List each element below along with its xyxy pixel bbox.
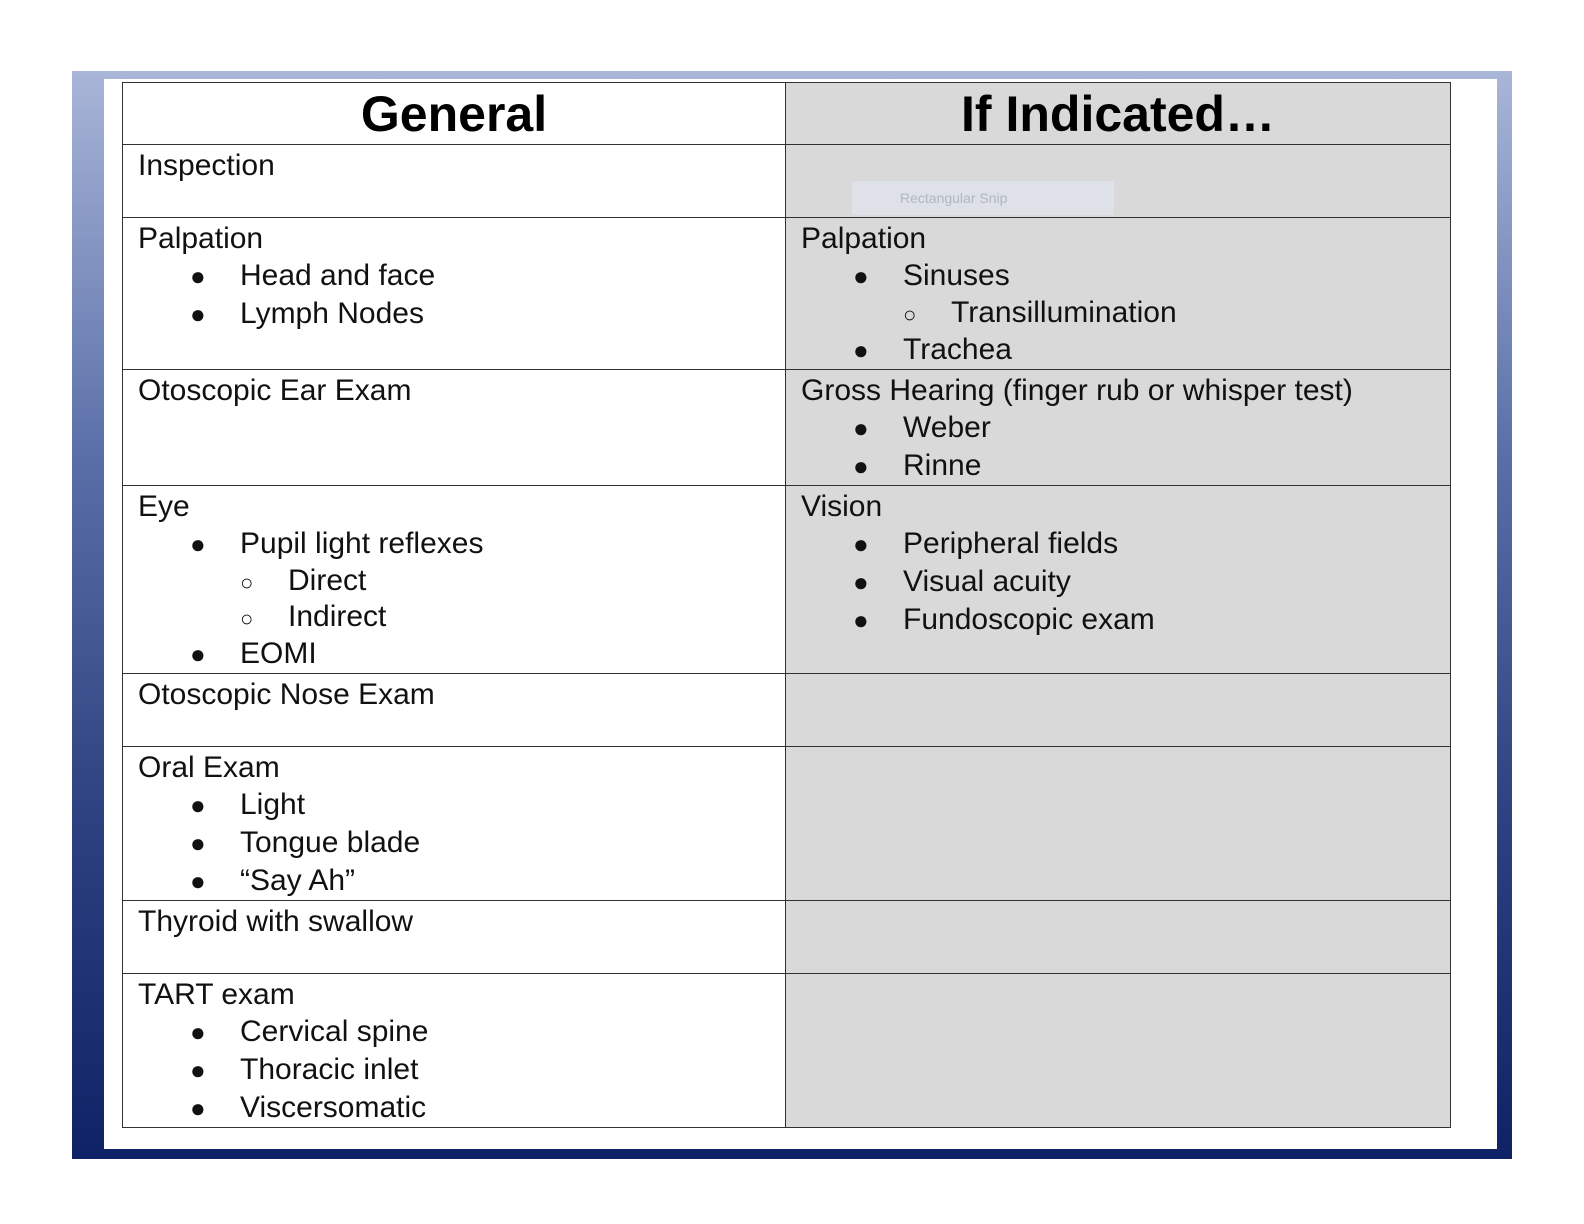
hollow-bullet-icon: ○: [240, 570, 254, 595]
list-item-text: “Say Ah”: [240, 864, 356, 897]
bullet-list: [138, 1013, 785, 1127]
bullet-dot-icon: ●: [190, 639, 206, 669]
list-item-text: Thoracic inlet: [240, 1053, 419, 1086]
list-item: [138, 525, 785, 635]
bullet-dot-icon: ●: [853, 605, 869, 635]
list-item-text: Viscersomatic: [240, 1091, 427, 1124]
cell-general: [123, 674, 786, 747]
table-row: [123, 486, 1451, 674]
list-item-text: EOMI: [240, 637, 317, 670]
bullet-dot-icon: ●: [190, 261, 206, 291]
cell-title: Inspection: [138, 149, 275, 182]
list-item-text: Visual acuity: [903, 565, 1071, 598]
list-item-text: Lymph Nodes: [240, 297, 424, 330]
table-row: [123, 747, 1451, 901]
bullet-dot-icon: ●: [190, 828, 206, 858]
list-item: [801, 525, 1450, 563]
cell-title: Gross Hearing (finger rub or whisper test): [801, 374, 1353, 407]
list-item-text: Light: [240, 788, 306, 821]
list-item-text: Fundoscopic exam: [903, 603, 1155, 636]
table-row: [123, 145, 1451, 218]
list-item: [801, 409, 1450, 447]
exam-table: [122, 82, 1451, 1128]
list-item: [801, 331, 1450, 369]
list-item-text: Head and face: [240, 259, 436, 292]
bullet-dot-icon: ●: [190, 1055, 206, 1085]
list-item: [801, 563, 1450, 601]
cell-title: Thyroid with swallow: [138, 905, 414, 938]
cell-title: Otoscopic Ear Exam: [138, 374, 412, 407]
cell-if-indicated: [786, 901, 1451, 974]
cell-title: Otoscopic Nose Exam: [138, 678, 435, 711]
bullet-dot-icon: ●: [853, 335, 869, 365]
bullet-dot-icon: ●: [190, 299, 206, 329]
bullet-dot-icon: ●: [190, 1093, 206, 1123]
cell-if-indicated: [786, 218, 1451, 370]
list-item: [801, 601, 1450, 639]
hollow-bullet-icon: ○: [903, 302, 917, 327]
bullet-dot-icon: ●: [853, 413, 869, 443]
bullet-dot-icon: ●: [190, 1017, 206, 1047]
list-item-text: Rinne: [903, 449, 982, 482]
cell-if-indicated: [786, 674, 1451, 747]
bullet-list: [138, 786, 785, 900]
table-row: [123, 901, 1451, 974]
list-item: [138, 862, 785, 900]
sub-list-item: [903, 295, 1450, 331]
sub-list-item-text: Direct: [288, 564, 367, 597]
list-item: [138, 635, 785, 673]
cell-general: [123, 370, 786, 486]
cell-title: Palpation: [801, 222, 927, 255]
header-general: General: [123, 83, 786, 145]
cell-title: Oral Exam: [138, 751, 280, 784]
slide-background: [72, 71, 1512, 1159]
sub-list-item-text: Transillumination: [951, 296, 1177, 329]
sub-bullet-list: [240, 563, 785, 635]
list-item: [801, 257, 1450, 331]
header-if-indicated: If Indicated…: [786, 83, 1451, 145]
sub-list-item: [240, 599, 785, 635]
cell-general: [123, 486, 786, 674]
cell-title: Vision: [801, 490, 883, 523]
list-item-text: Cervical spine: [240, 1015, 429, 1048]
cell-if-indicated: [786, 974, 1451, 1128]
list-item: [138, 1089, 785, 1127]
hollow-bullet-icon: ○: [240, 606, 254, 631]
bullet-dot-icon: ●: [853, 529, 869, 559]
sub-list-item-text: Indirect: [288, 600, 387, 633]
header-row: [123, 83, 1451, 145]
ghost-snip-overlay: Rectangular Snip: [852, 181, 1114, 215]
bullet-dot-icon: ●: [190, 866, 206, 896]
cell-if-indicated: [786, 370, 1451, 486]
list-item: [138, 257, 785, 295]
list-item-text: Weber: [903, 411, 991, 444]
cell-general: [123, 974, 786, 1128]
bullet-list: [138, 257, 785, 333]
list-item: [138, 786, 785, 824]
cell-title: Eye: [138, 490, 190, 523]
list-item-text: Trachea: [903, 333, 1012, 366]
list-item-text: Tongue blade: [240, 826, 421, 859]
bullet-dot-icon: ●: [190, 529, 206, 559]
cell-if-indicated: [786, 747, 1451, 901]
sub-list-item: [240, 563, 785, 599]
bullet-list: [801, 409, 1450, 485]
list-item-text: Pupil light reflexes: [240, 527, 484, 560]
slide-panel: [104, 79, 1497, 1149]
bullet-dot-icon: ●: [190, 790, 206, 820]
table-row: [123, 974, 1451, 1128]
list-item: [801, 447, 1450, 485]
list-item: [138, 824, 785, 862]
sub-bullet-list: [903, 295, 1450, 331]
cell-if-indicated: [786, 486, 1451, 674]
cell-general: [123, 747, 786, 901]
cell-general: [123, 901, 786, 974]
table-row: [123, 370, 1451, 486]
list-item: [138, 1051, 785, 1089]
list-item: [138, 295, 785, 333]
list-item-text: Sinuses: [903, 259, 1010, 292]
cell-title: TART exam: [138, 978, 295, 1011]
list-item-text: Peripheral fields: [903, 527, 1119, 560]
table-row: [123, 218, 1451, 370]
cell-general: [123, 218, 786, 370]
list-item: [138, 1013, 785, 1051]
bullet-dot-icon: ●: [853, 261, 869, 291]
cell-general: [123, 145, 786, 218]
bullet-list: [801, 257, 1450, 369]
cell-title: Palpation: [138, 222, 264, 255]
bullet-dot-icon: ●: [853, 451, 869, 481]
bullet-list: [801, 525, 1450, 639]
bullet-list: [138, 525, 785, 673]
table-row: [123, 674, 1451, 747]
bullet-dot-icon: ●: [853, 567, 869, 597]
